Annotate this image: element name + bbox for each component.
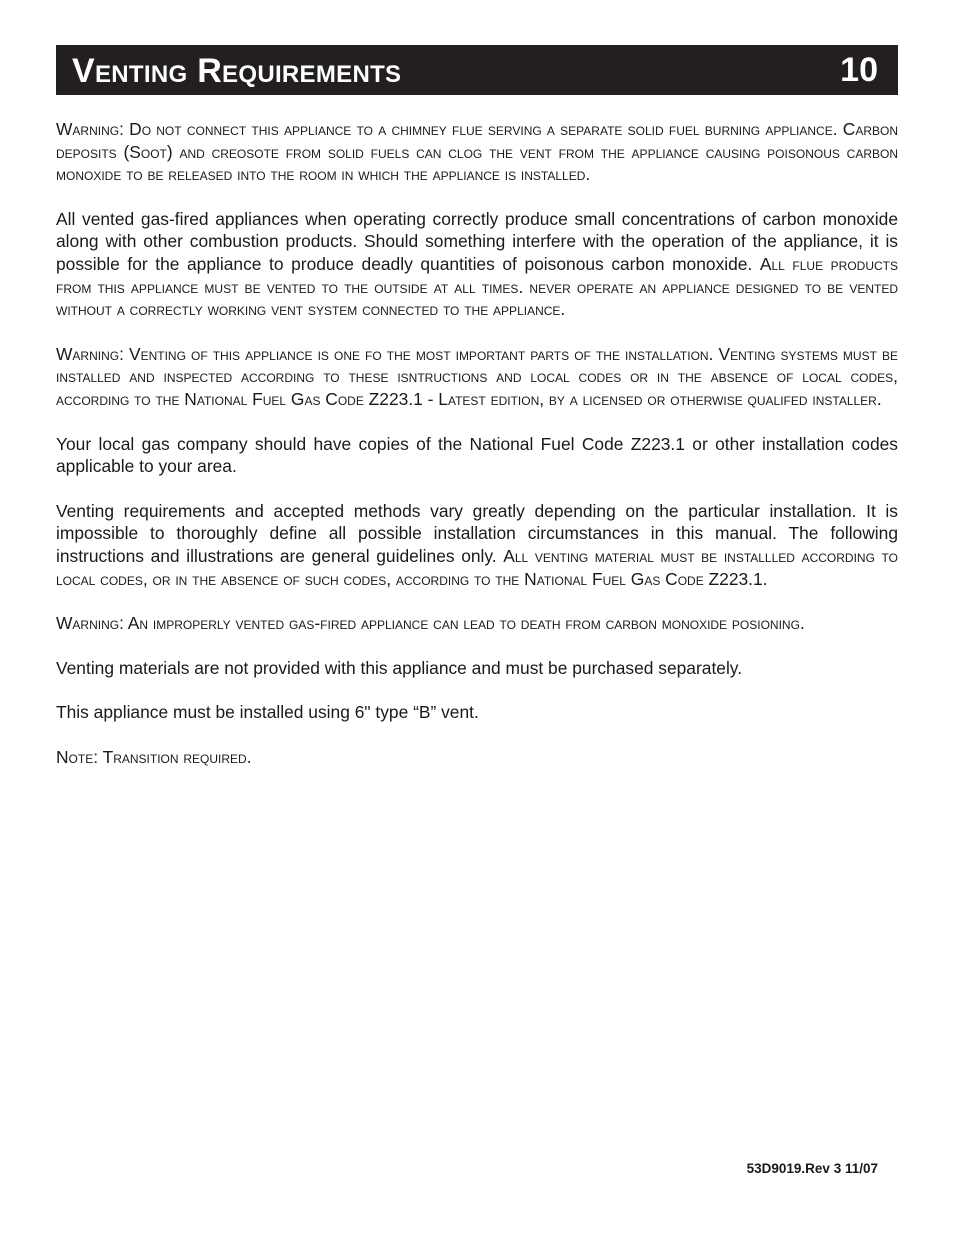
warning-solid-fuel-paragraph: Warning: Do not connect this appliance to a chimney flue serving a separate solid fuel burning appliance. Carbon deposits (Soot) and creosote from solid fuels can clog the vent from the appliance causing poisonous carbon monoxide to be released into the room in which the appliance is installed. [56, 119, 898, 185]
document-body [56, 118, 898, 768]
section-title: Venting Requirements [72, 52, 402, 90]
venting-materials-paragraph: Venting materials are not provided with this appliance and must be purchased separately. [56, 657, 743, 678]
venting-methods-text: Venting requirements and accepted methods vary greatly depending on the particular installation. It is impossible to thoroughly define all possible installation circumstances in this manual. The following instructions and illustrations are general guidelines only. [56, 500, 898, 566]
carbon-monoxide-text: All vented gas-fired appliances when operating correctly produce small concentrations of carbon monoxide along with other combustion products. Should something interfere with the operation of the appliance, it is possible for the appliance to produce deadly quantities of poisonous carbon monoxide. [56, 208, 898, 274]
carbon-monoxide-paragraph [56, 208, 898, 321]
warning-venting-paragraph: Warning: Venting of this appliance is one fo the most important parts of the installation. Venting systems must be installed and inspected according to these isntructions and local codes or in the absence of local codes, according to the National Fuel Gas Code Z223.1 - Latest edition, by a licensed or otherwise qualifed installer. [56, 343, 898, 409]
note-transition-paragraph: Note: Transition required. [56, 746, 252, 767]
page-number: 10 [840, 51, 878, 89]
warning-improper-venting-paragraph: Warning: An improperly vented gas-fired appliance can lead to death from carbon monoxide posioning. [56, 613, 805, 634]
vent-type-paragraph: This appliance must be installed using 6" type “B” vent. [56, 702, 479, 723]
flue-products-text: All flue products from this appliance must be vented to the outside at all times. never operate an appliance designed to be vented without a correctly working vent system connected to the appliance. [56, 253, 898, 320]
venting-material-codes-text: All venting material must be installled according to local codes, or in the absence of such codes, according to the National Fuel Gas Code Z223.1. [56, 545, 898, 589]
section-header-bar [56, 45, 898, 95]
gas-company-paragraph: Your local gas company should have copies of the National Fuel Code Z223.1 or other installation codes applicable to your area. [56, 433, 898, 477]
venting-methods-paragraph [56, 500, 898, 590]
document-code: 53D9019.Rev 3 11/07 [746, 1161, 878, 1176]
